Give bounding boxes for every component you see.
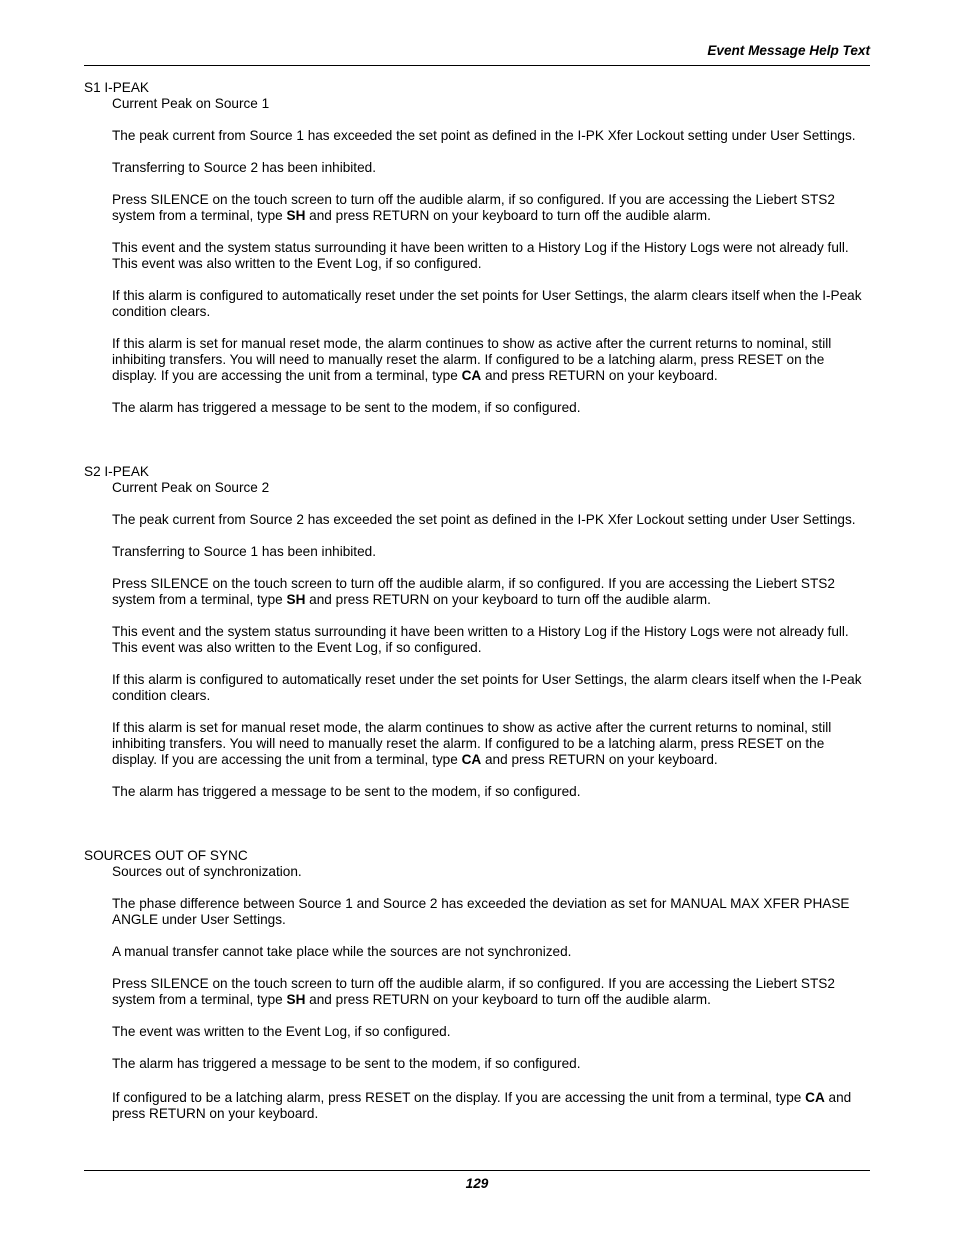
text-run: If configured to be a latching alarm, press RESET on the display. If you are accessing the unit from a terminal, type [112, 1090, 806, 1105]
paragraph: The alarm has triggered a message to be sent to the modem, if so configured. [112, 1056, 581, 1071]
running-head: Event Message Help Text [707, 43, 870, 58]
paragraph [112, 976, 870, 1008]
paragraph: The alarm has triggered a message to be sent to the modem, if so configured. [112, 784, 581, 799]
text-run: and press RETURN on your keyboard to turn off the audible alarm. [305, 592, 711, 607]
text-run: Press SILENCE on the touch screen to turn off the audible alarm, if so configured. If you are accessing the Liebert STS2 system from a terminal, type [112, 576, 835, 607]
paragraph [112, 720, 870, 768]
paragraph: The phase difference between Source 1 and Source 2 has exceeded the deviation as set for MANUAL MAX XFER PHASE ANGLE under User Settings. [112, 896, 850, 927]
entry-subtitle: Current Peak on Source 2 [112, 480, 270, 495]
entry-body [112, 480, 870, 800]
footer-rule [84, 1170, 870, 1171]
paragraph: If this alarm is configured to automatically reset under the set points for User Settings, the alarm clears itself when the I-Peak condition clears. [112, 288, 862, 319]
paragraph: If this alarm is configured to automatically reset under the set points for User Settings, the alarm clears itself when the I-Peak condition clears. [112, 672, 862, 703]
command-code: SH [286, 208, 306, 223]
header-rule [84, 65, 870, 66]
paragraph: A manual transfer cannot take place while the sources are not synchronized. [112, 944, 572, 959]
event-entry-s2-ipeak [84, 464, 870, 800]
entry-title: S1 I-PEAK [84, 80, 149, 95]
text-run: and press RETURN on your keyboard to turn off the audible alarm. [305, 208, 711, 223]
paragraph: This event and the system status surrounding it have been written to a History Log if the History Logs were not already full. This event was also written to the Event Log, if so configured. [112, 240, 849, 271]
paragraph [112, 336, 870, 384]
paragraph: The alarm has triggered a message to be sent to the modem, if so configured. [112, 400, 581, 415]
text-run: and press RETURN on your keyboard. [112, 1090, 852, 1121]
paragraph: The peak current from Source 1 has exceeded the set point as defined in the I-PK Xfer Lockout setting under User Settings. [112, 128, 856, 143]
paragraph: This event and the system status surrounding it have been written to a History Log if the History Logs were not already full. This event was also written to the Event Log, if so configured. [112, 624, 849, 655]
entry-body [112, 864, 870, 1122]
paragraph: The event was written to the Event Log, if so configured. [112, 1024, 451, 1039]
text-run: If this alarm is set for manual reset mode, the alarm continues to show as active after the current returns to nominal, still inhibiting transfers. You will need to manually reset the alarm. If configured to be a latching alarm, press RESET on the display. If you are accessing the unit from a terminal, type [112, 720, 832, 767]
entry-body [112, 96, 870, 416]
text-run: and press RETURN on your keyboard to turn off the audible alarm. [305, 992, 711, 1007]
paragraph: Transferring to Source 2 has been inhibited. [112, 160, 376, 175]
event-entry-s1-ipeak [84, 80, 870, 416]
command-code: SH [286, 992, 306, 1007]
paragraph: The peak current from Source 2 has exceeded the set point as defined in the I-PK Xfer Lockout setting under User Settings. [112, 512, 856, 527]
text-run: If this alarm is set for manual reset mode, the alarm continues to show as active after the current returns to nominal, still inhibiting transfers. You will need to manually reset the alarm. If configured to be a latching alarm, press RESET on the display. If you are accessing the unit from a terminal, type [112, 336, 832, 383]
command-code: CA [461, 368, 482, 383]
page-number: 129 [465, 1176, 489, 1191]
command-code: CA [461, 752, 482, 767]
paragraph [112, 1090, 870, 1122]
text-run: and press RETURN on your keyboard. [481, 752, 718, 767]
paragraph [112, 576, 870, 608]
text-run: Press SILENCE on the touch screen to turn off the audible alarm, if so configured. If you are accessing the Liebert STS2 system from a terminal, type [112, 192, 835, 223]
entry-title: SOURCES OUT OF SYNC [84, 848, 248, 863]
command-code: SH [286, 592, 306, 607]
paragraph: Transferring to Source 1 has been inhibited. [112, 544, 376, 559]
entry-subtitle: Sources out of synchronization. [112, 864, 302, 879]
command-code: CA [805, 1090, 825, 1105]
event-entry-sources-out-of-sync [84, 848, 870, 1122]
entry-title: S2 I-PEAK [84, 464, 149, 479]
paragraph [112, 192, 870, 224]
entry-subtitle: Current Peak on Source 1 [112, 96, 270, 111]
text-run: Press SILENCE on the touch screen to turn off the audible alarm, if so configured. If you are accessing the Liebert STS2 system from a terminal, type [112, 976, 835, 1007]
text-run: and press RETURN on your keyboard. [481, 368, 718, 383]
